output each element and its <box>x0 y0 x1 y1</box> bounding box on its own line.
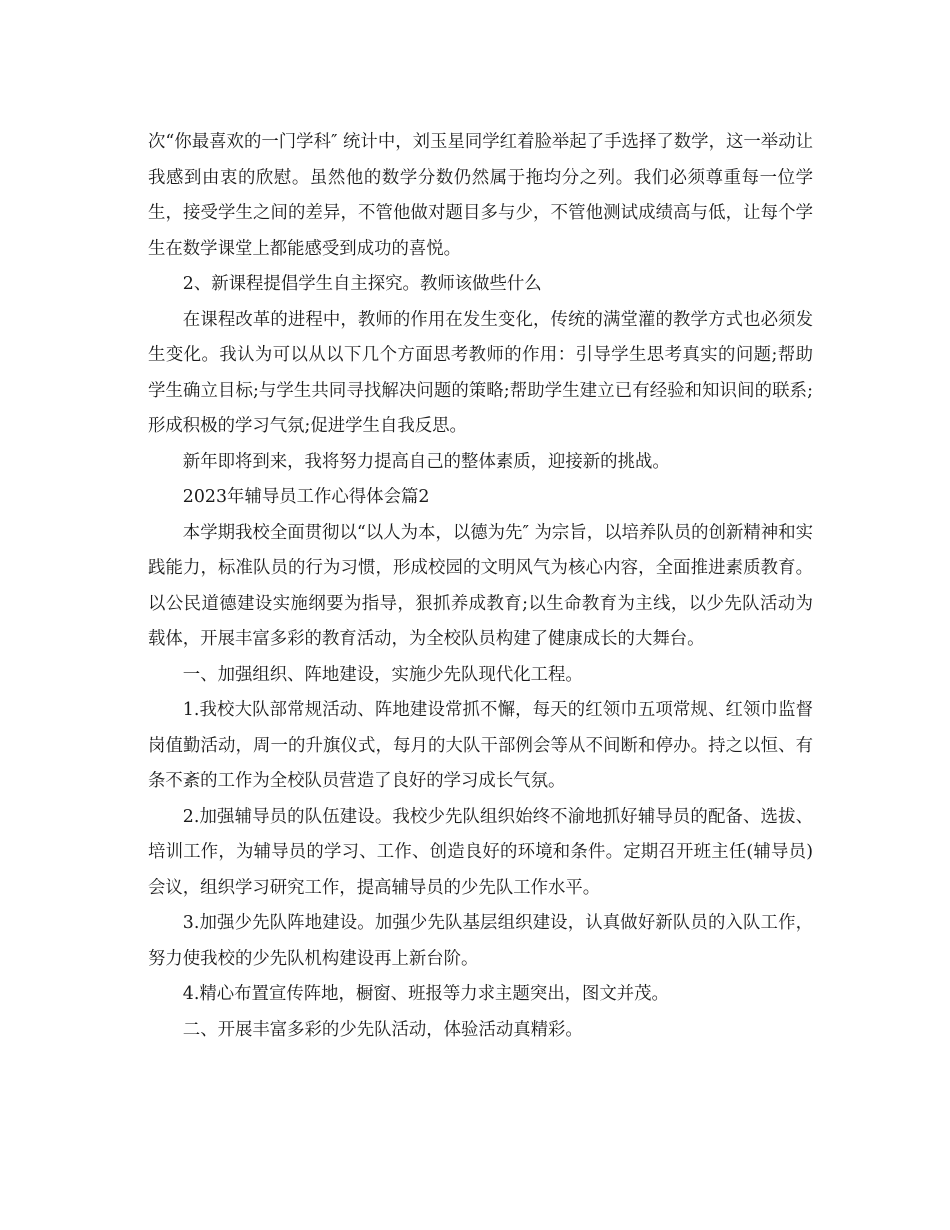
paragraph: 本学期我校全面贯彻以“以人为本，以德为先″ 为宗旨，以培养队员的创新精神和实践能力，标准队员的行为习惯，形成校园的文明风气为核心内容，全面推进素质教育。以公民道德建设实施纲要为指导，狠抓养成教育;以生命教育为主线，以少先队活动为载体，开展丰富多彩的教育活动，为全校队员构建了健康成长的大舞台。 <box>148 522 813 649</box>
document-body <box>148 125 813 1048</box>
section-heading: 2023年辅导员工作心得体会篇2 <box>182 487 430 507</box>
paragraph: 2.加强辅导员的队伍建设。我校少先队组织始终不渝地抓好辅导员的配备、选拔、培训工作，为辅导员的学习、工作、创造良好的环境和条件。定期召开班主任(辅导员)会议，组织学习研究工作，提高辅导员的少先队工作水平。 <box>148 806 813 898</box>
paragraph: 3.加强少先队阵地建设。加强少先队基层组织建设，认真做好新队员的入队工作，努力使我校的少先队机构建设再上新台阶。 <box>148 913 813 969</box>
section-heading: 二、开展丰富多彩的少先队活动，体验活动真精彩。 <box>182 1019 583 1040</box>
paragraph: 4.精心布置宣传阵地，橱窗、班报等力求主题突出，图文并茂。 <box>182 984 669 1004</box>
paragraph: 1.我校大队部常规活动、阵地建设常抓不懈，每天的红领巾五项常规、红领巾监督岗值勤活动，周一的升旗仪式，每月的大队干部例会等从不间断和停办。持之以恒、有条不紊的工作为全校队员营造了良好的学习成长气氛。 <box>148 700 813 791</box>
paragraph: 在课程改革的进程中，教师的作用在发生变化，传统的满堂灌的教学方式也必须发生变化。我认为可以从以下几个方面思考教师的作用：引导学生思考真实的问题;帮助学生确立目标;与学生共同寻找解决问题的策略;帮助学生建立已有经验和知识间的联系;形成积极的学习气氛;促进学生自我反思。 <box>148 309 813 436</box>
paragraph: 2、新课程提倡学生自主探究。教师该做些什么 <box>182 274 542 294</box>
paragraph: 次“你最喜欢的一门学科″ 统计中，刘玉星同学红着脸举起了手选择了数学，这一举动让我感到由衷的欣慰。虽然他的数学分数仍然属于拖均分之列。我们必须尊重每一位学生，接受学生之间的差异，不管他做对题目多与少，不管他测试成绩高与低，让每个学生在数学课堂上都能感受到成功的喜悦。 <box>148 132 813 259</box>
paragraph: 新年即将到来，我将努力提高自己的整体素质，迎接新的挑战。 <box>182 451 670 472</box>
section-heading: 一、加强组织、阵地建设，实施少先队现代化工程。 <box>182 664 583 685</box>
